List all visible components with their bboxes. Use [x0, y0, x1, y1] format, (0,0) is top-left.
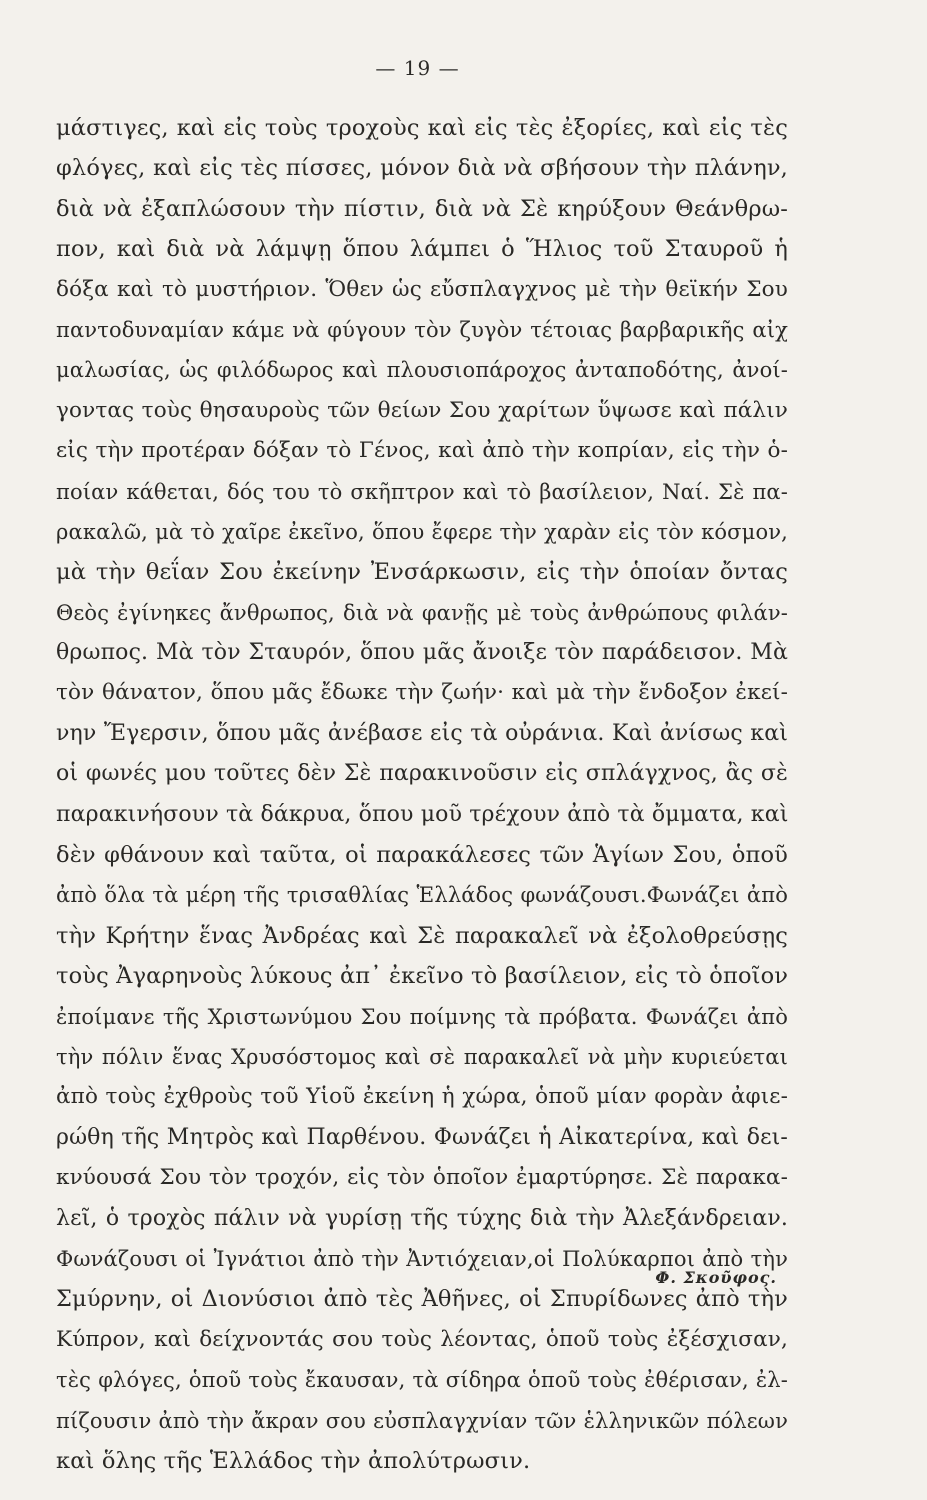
text-line: κνύουσά Σου τὸν τροχόν, εἰς τὸν ὁποῖον ἐμαρτύρησε. Σὲ παρακα- — [56, 1165, 788, 1191]
text-line: Κύπρον, καὶ δείχνοντάς σου τοὺς λέοντας, ὁποῦ τοὺς ἐξέσχισαν, — [56, 1326, 788, 1352]
text-line: μαλωσίας, ὡς φιλόδωρος καὶ πλουσιοπάροχος ἀνταποδότης, ἀνοί- — [56, 358, 788, 383]
text-line: τὲς φλόγες, ὁποῦ τοὺς ἔκαυσαν, τὰ σίδηρα ὁποῦ τοὺς ἐθέρισαν, ἐλ- — [56, 1368, 788, 1393]
text-line: τὸν θάνατον, ὅπου μᾶς ἔδωκε τὴν ζωήν· καὶ μὰ τὴν ἔνδοξον ἐκεί- — [56, 680, 788, 706]
text-line: διὰ νὰ ἐξαπλώσουν τὴν πίστιν, διὰ νὰ Σὲ κηρύξουν Θεάνθρω- — [56, 195, 788, 222]
text-line: ἀπὸ ὅλα τὰ μέρη τῆς τρισαθλίας Ἑλλάδος φωνάζουσι.Φωνάζει ἀπὸ — [56, 883, 788, 908]
text-line: μὰ τὴν θεΐαν Σου ἐκείνην Ἐνσάρκωσιν, εἰς τὴν ὁποίαν ὄντας — [56, 559, 788, 586]
text-line: γοντας τοὺς θησαυροὺς τῶν θείων Σου χαρίτων ὕψωσε καὶ πάλιν — [56, 397, 788, 423]
text-line: οἱ φωνές μου τοῦτες δὲν Σὲ παρακινοῦσιν εἰς σπλάγχνος, ἂς σὲ — [56, 761, 788, 787]
text-line: δόξα καὶ τὸ μυστήριον. Ὅθεν ὡς εὔσπλαγχνος μὲ τὴν θεϊκήν Σου — [56, 276, 788, 302]
text-line: παντοδυναμίαν κάμε νὰ φύγουν τὸν ζυγὸν τέτοιας βαρβαρικῆς αἰχ — [56, 317, 788, 342]
text-line: ἐποίμανε τῆς Χριστωνύμου Σου ποίμνης τὰ πρόβατα. Φωνάζει ἀπὸ — [56, 1004, 788, 1029]
text-line: ποίαν κάθεται, δός του τὸ σκῆπτρον καὶ τὸ βασίλειον, Ναί. Σὲ πα- — [56, 479, 788, 504]
text-line: Σμύρνην, οἱ Διονύσιοι ἀπὸ τὲς Ἀθῆνες, οἱ Σπυρίδωνες ἀπὸ τὴν — [56, 1286, 788, 1313]
text-line: τοὺς Ἀγαρηνοὺς λύκους ἀπ᾿ ἐκεῖνο τὸ βασίλειον, εἰς τὸ ὁποῖον — [56, 963, 789, 990]
text-line: πον, καὶ διὰ νὰ λάμψῃ ὅπου λάμπει ὁ Ἥλιος τοῦ Σταυροῦ ἡ — [56, 236, 788, 263]
text-line: Φωνάζουσι οἱ Ἰγνάτιοι ἀπὸ τὴν Ἀντιόχειαν,οἱ Πολύκαρποι ἀπὸ τὴν — [56, 1246, 788, 1271]
text-line: δὲν φθάνουν καὶ ταῦτα, οἱ παρακάλεσες τῶν Ἁγίων Σου, ὁποῦ — [56, 842, 788, 869]
text-line: λεῖ, ὁ τροχὸς πάλιν νὰ γυρίσῃ τῆς τύχης διὰ τὴν Ἀλεξάνδρειαν. — [56, 1205, 788, 1231]
text-line: ρακαλῶ, μὰ τὸ χαῖρε ἐκεῖνο, ὅπου ἔφερε τὴν χαρὰν εἰς τὸν κόσμον, — [56, 519, 788, 544]
text-line: καὶ ὅλης τῆς Ἑλλάδος τὴν ἀπολύτρωσιν. — [56, 1447, 531, 1474]
text-line: Θεὸς ἐγίνηκες ἄνθρωπος, διὰ νὰ φανῇς μὲ τοὺς ἀνθρώπους φιλάν- — [56, 600, 788, 625]
text-line: ρώθη τῆς Μητρὸς καὶ Παρθένου. Φωνάζει ἡ Αἰκατερίνα, καὶ δει- — [56, 1124, 788, 1150]
text-line: πίζουσιν ἀπὸ τὴν ἄκραν σου εὐσπλαγχνίαν τῶν ἑλληνικῶν πόλεων — [56, 1408, 788, 1433]
text-line: εἰς τὴν προτέραν δόξαν τὸ Γένος, καὶ ἀπὸ τὴν κοπρίαν, εἰς τὴν ὁ- — [56, 438, 788, 464]
text-line: τὴν Κρήτην ἕνας Ἀνδρέας καὶ Σὲ παρακαλεῖ νὰ ἐξολοθρεύσῃς — [56, 922, 788, 949]
text-line: μάστιγες, καὶ εἰς τοὺς τροχοὺς καὶ εἰς τὲς ἐξορίες, καὶ εἰς τὲς — [56, 115, 788, 141]
text-line: φλόγες, καὶ εἰς τὲς πίσσες, μόνον διὰ νὰ σβήσουν τὴν πλάνην, — [56, 155, 788, 182]
text-line: νην Ἔγερσιν, ὅπου μᾶς ἀνέβασε εἰς τὰ οὐράνια. Καὶ ἀνίσως καὶ — [56, 720, 788, 746]
text-line: θρωπος. Μὰ τὸν Σταυρόν, ὅπου μᾶς ἄνοιξε τὸν παράδεισον. Μὰ — [56, 640, 788, 666]
signature: Φ. Σκοῦφος. — [655, 1268, 777, 1287]
text-line: ἀπὸ τοὺς ἐχθροὺς τοῦ Υἱοῦ ἐκείνη ἡ χώρα, ὁποῦ μίαν φορὰν ἀφιε- — [56, 1084, 788, 1110]
text-line: τὴν πόλιν ἕνας Χρυσόστομος καὶ σὲ παρακαλεῖ νὰ μὴν κυριεύεται — [56, 1044, 788, 1069]
page-number: — 19 — — [375, 56, 460, 80]
text-line: παρακινήσουν τὰ δάκρυα, ὅπου μοῦ τρέχουν ἀπὸ τὰ ὄμματα, καὶ — [56, 801, 789, 827]
